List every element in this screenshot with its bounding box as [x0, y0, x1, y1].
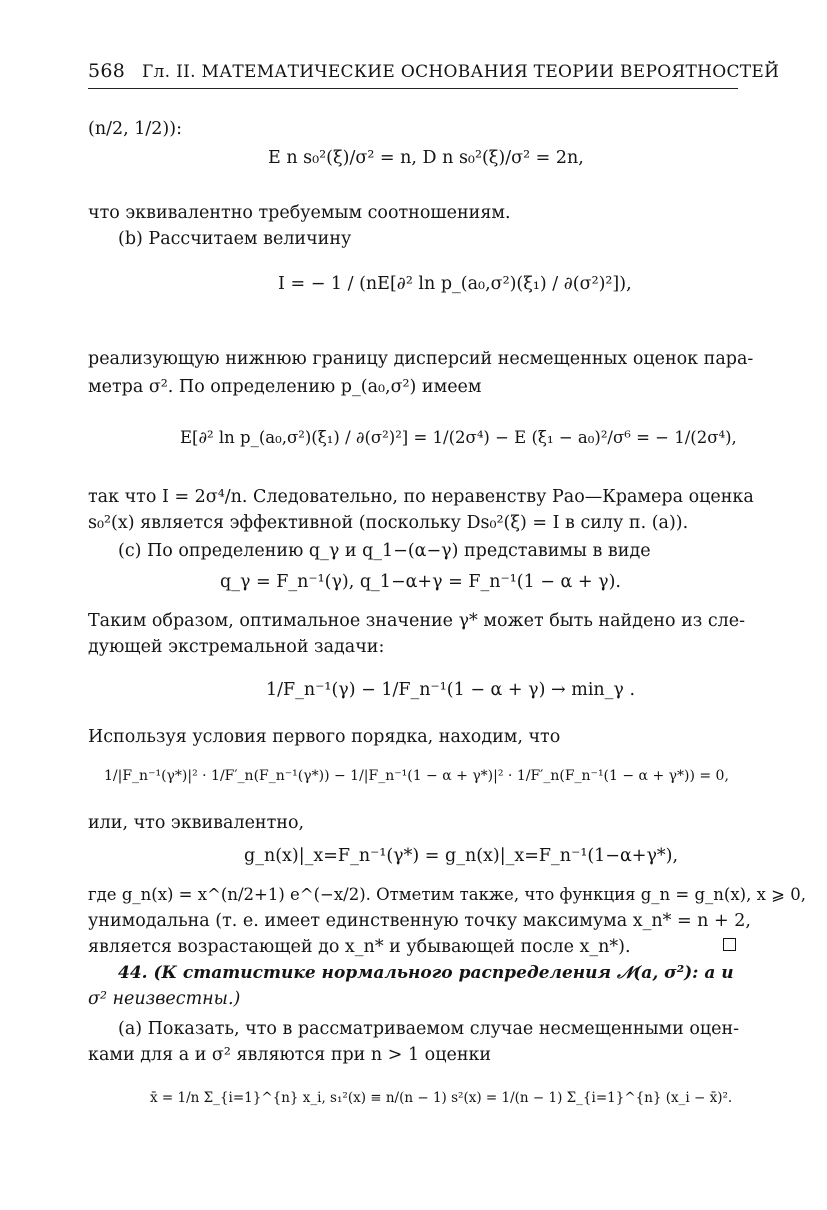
eq7-content: g_n(x)|_x=F_n⁻¹(γ*) = g_n(x)|_x=F_n⁻¹(1−α+γ*),	[244, 846, 679, 866]
text-line-7: s₀²(x) является эффективной (поскольку Ds₀²(ξ) = I в силу п. (a)).	[88, 513, 689, 533]
running-title: Гл. II. МАТЕМАТИЧЕСКИЕ ОСНОВАНИЯ ТЕОРИИ ВЕРОЯТНОСТЕЙ	[142, 62, 780, 82]
text-line-15: является возрастающей до x_n* и убывающей после x_n*).	[88, 937, 631, 957]
text-line-18: (a) Показать, что в рассматриваемом случае несмещенными оцен-	[118, 1019, 740, 1039]
equation-g-equality	[244, 846, 678, 866]
equation-information-bound	[278, 274, 632, 294]
text-line-13: где g_n(x) = x^(n/2+1) e^(−x/2). Отметим также, что функция g_n = g_n(x), x ⩾ 0,	[88, 885, 806, 904]
eq6-content: 1/|F_n⁻¹(γ*)|² · 1/F′_n(F_n⁻¹(γ*)) − 1/|F_n⁻¹(1 − α + γ*)|² · 1/F′_n(F_n⁻¹(1 − α + γ*)) = 0,	[104, 768, 729, 784]
eq2-content: I = − 1 / (nE[∂² ln p_(a₀,σ²)(ξ₁) / ∂(σ²)²]),	[278, 274, 632, 294]
running-head	[88, 58, 780, 89]
equation-first-order-condition	[104, 768, 729, 784]
equation-extremal-problem	[266, 680, 635, 700]
equation-quantiles	[220, 572, 621, 592]
text-line-11: Используя условия первого порядка, находим, что	[88, 727, 561, 747]
text-line-1: (n/2, 1/2)):	[88, 119, 182, 139]
eq8-content: x̄ = 1/n Σ_{i=1}^{n} x_i, s₁²(x) ≡ n/(n − 1) s²(x) = 1/(n − 1) Σ_{i=1}^{n} (x_i − x̄)².	[150, 1090, 733, 1106]
equation-expectation-variance	[268, 148, 584, 168]
text-line-14: унимодальна (т. е. имеет единственную точку максимума x_n* = n + 2,	[88, 911, 751, 931]
eq3-content: E[∂² ln p_(a₀,σ²)(ξ₁) / ∂(σ²)²] = 1/(2σ⁴) − E (ξ₁ − a₀)²/σ⁶ = − 1/(2σ⁴),	[180, 428, 737, 447]
text-line-5: метра σ². По определению p_(a₀,σ²) имеем	[88, 377, 482, 397]
equation-second-derivative	[180, 428, 737, 447]
text-line-9: Таким образом, оптимальное значение γ* может быть найдено из сле-	[88, 611, 746, 631]
eq1-content: E n s₀²(ξ)/σ² = n, D n s₀²(ξ)/σ² = 2n,	[268, 148, 584, 168]
text-line-17: σ² неизвестны.)	[88, 989, 241, 1009]
text-line-3: (b) Рассчитаем величину	[118, 229, 352, 249]
equation-unbiased-estimates	[150, 1090, 732, 1106]
text-line-4: реализующую нижнюю границу дисперсий несмещенных оценок пара-	[88, 349, 754, 369]
text-line-19: ками для a и σ² являются при n > 1 оценки	[88, 1045, 492, 1065]
text-line-10: дующей экстремальной задачи:	[88, 637, 385, 657]
eq5-content: 1/F_n⁻¹(γ) − 1/F_n⁻¹(1 − α + γ) → min_γ .	[266, 680, 636, 700]
text-line-6: так что I = 2σ⁴/n. Следовательно, по неравенству Рао—Крамера оценка	[88, 487, 754, 507]
page-number: 568	[88, 60, 126, 82]
eq4-content: q_γ = F_n⁻¹(γ), q_1−α+γ = F_n⁻¹(1 − α + γ).	[220, 572, 621, 592]
text-line-8: (c) По определению q_γ и q_1−(α−γ) представимы в виде	[118, 541, 651, 561]
text-line-12: или, что эквивалентно,	[88, 813, 305, 833]
qed-box	[723, 938, 736, 951]
text-line-2: что эквивалентно требуемым соотношениям.	[88, 203, 511, 223]
problem-44-heading: 44. (К статистике нормального распределения 𝒩(a, σ²): a и	[118, 963, 734, 983]
